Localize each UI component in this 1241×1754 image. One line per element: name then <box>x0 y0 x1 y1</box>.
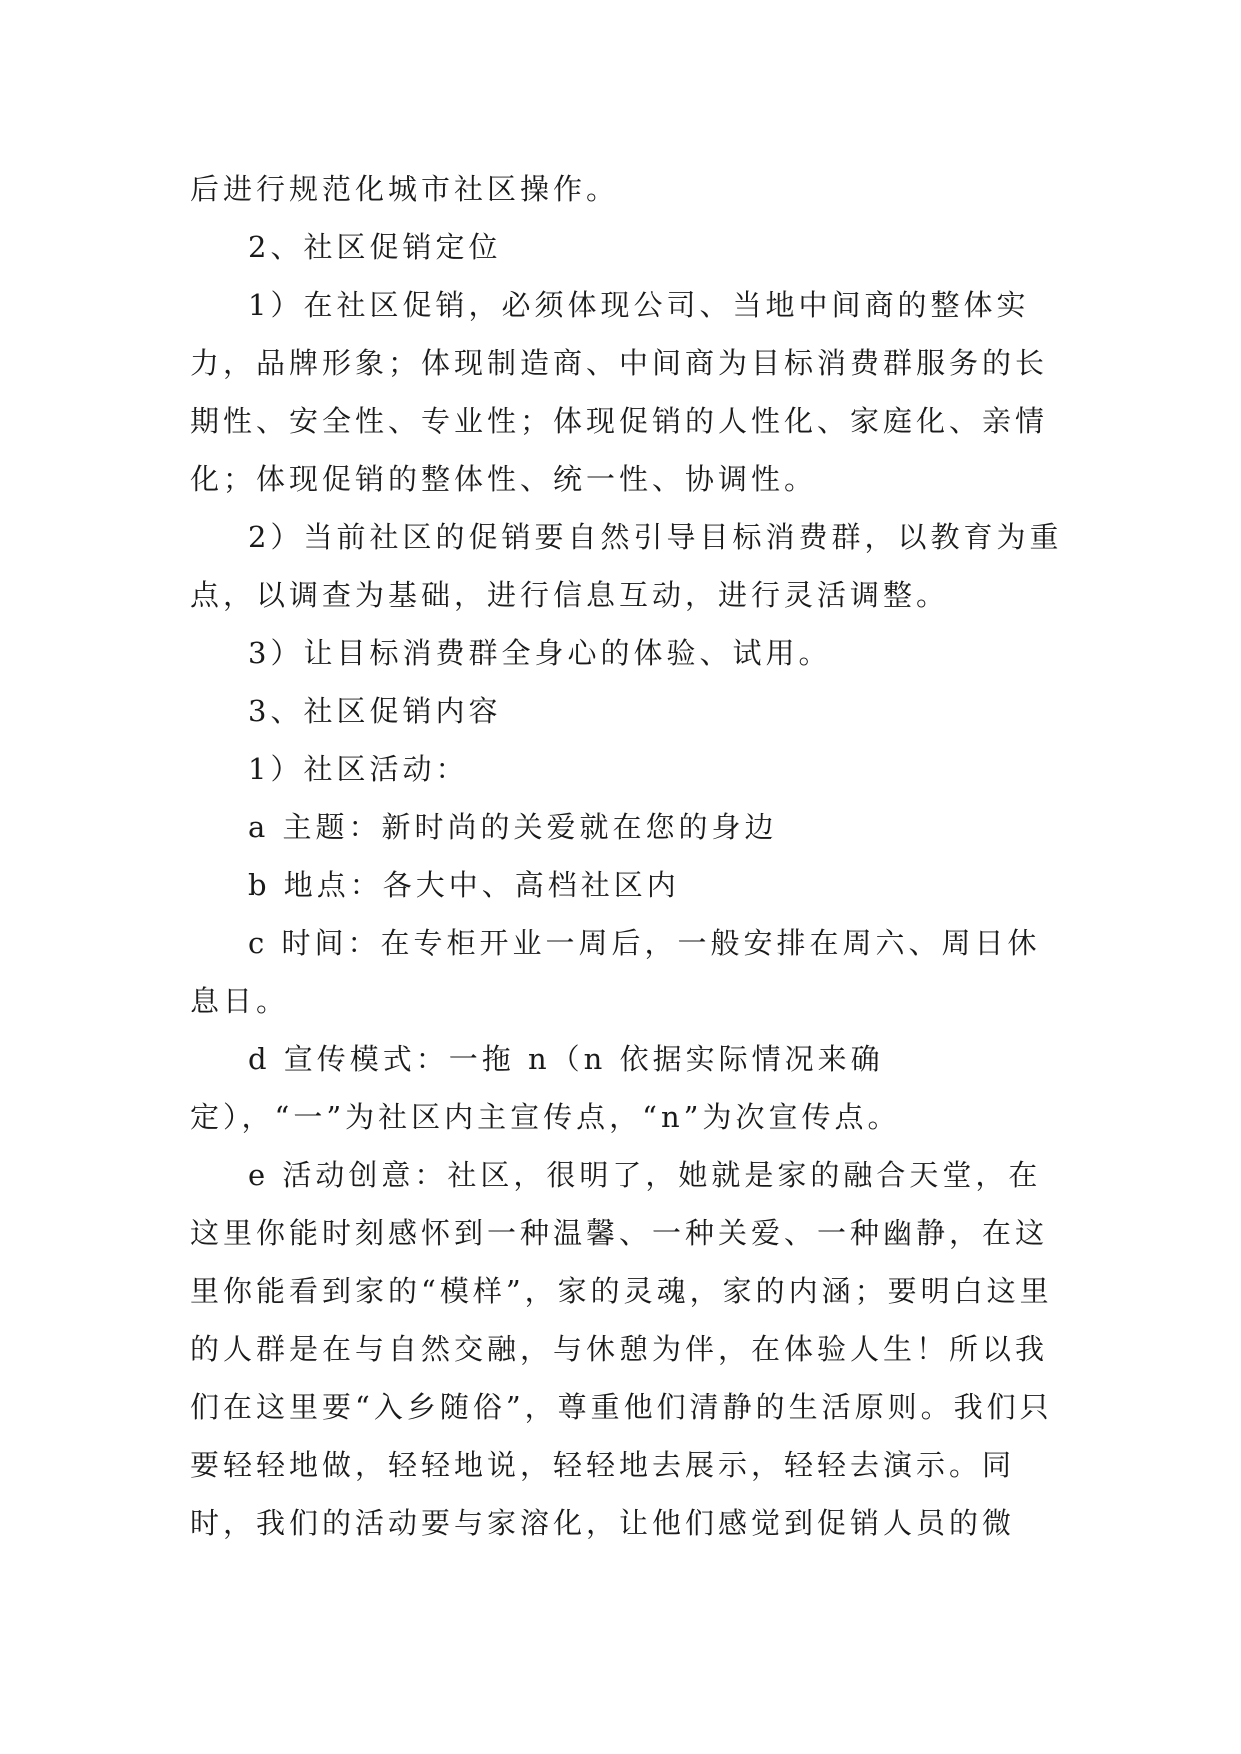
paragraph-4: 2）当前社区的促销要自然引导目标消费群，以教育为重点，以调查为基础，进行信息互动，进行灵活调整。 <box>190 520 1063 612</box>
paragraph-10: c 时间：在专柜开业一周后，一般安排在周六、周日休息日。 <box>190 926 1041 1018</box>
paragraph-9: b 地点：各大中、高档社区内 <box>248 868 680 902</box>
paragraph-5: 3）让目标消费群全身心的体验、试用。 <box>248 636 832 670</box>
paragraph-1: 后进行规范化城市社区操作。 <box>190 172 620 206</box>
document-body <box>190 160 1070 1552</box>
paragraph-2: 2、社区促销定位 <box>248 230 502 264</box>
paragraph-12: e 活动创意：社区，很明了，她就是家的融合天堂，在这里你能时刻感怀到一种温馨、一种关爱、一种幽静，在这里你能看到家的“模样”，家的灵魂，家的内涵；要明白这里的人群是在与自然交融，与休憩为伴，在体验人生！所以我们在这里要“入乡随俗”，尊重他们清静的生活原则。我们只要轻轻地做，轻轻地说，轻轻地去展示，轻轻去演示。同时，我们的活动要与家溶化，让他们感觉到促销人员的微 <box>190 1158 1053 1540</box>
paragraph-6: 3、社区促销内容 <box>248 694 502 728</box>
paragraph-7: 1）社区活动： <box>248 752 469 786</box>
paragraph-8: a 主题：新时尚的关爱就在您的身边 <box>248 810 778 844</box>
paragraph-3: 1）在社区促销，必须体现公司、当地中间商的整体实力，品牌形象；体现制造商、中间商为目标消费群服务的长期性、安全性、专业性；体现促销的人性化、家庭化、亲情化；体现促销的整体性、统一性、协调性。 <box>190 288 1049 496</box>
paragraph-11: d 宣传模式：一拖 n（n 依据实际情况来确定），“一”为社区内主宣传点，“n”为次宣传点。 <box>190 1042 901 1134</box>
